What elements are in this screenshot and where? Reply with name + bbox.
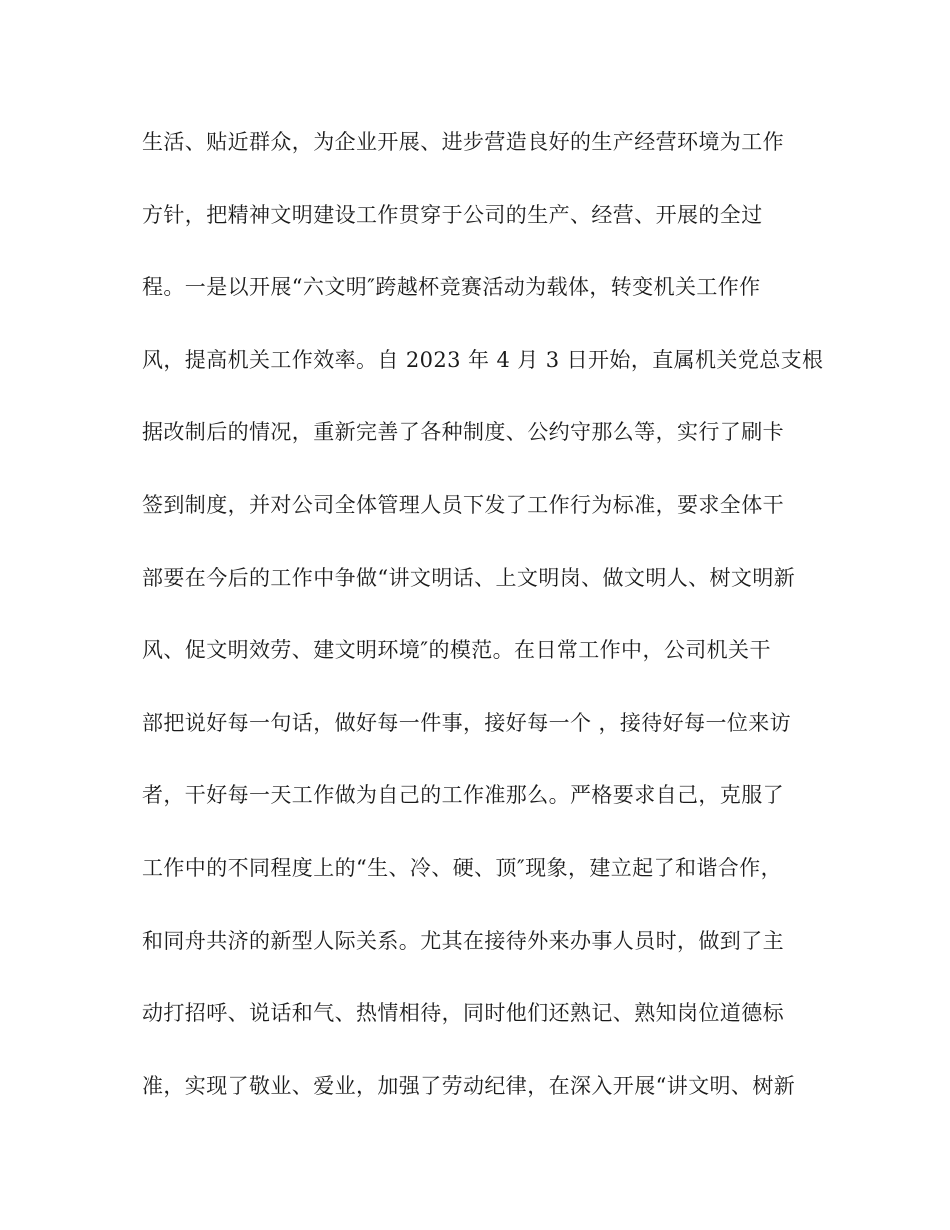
text-line: 和同舟共济的新型人际关系。尤其在接待外来办事人员时，做到了主: [142, 928, 784, 953]
text-line: 据改制后的情况，重新完善了各种制度、公约守那么等，实行了刷卡: [142, 420, 784, 445]
text-line: 风，提高机关工作效率。自 2023 年 4 月 3 日开始，直属机关党总支根: [142, 347, 824, 372]
text-line: 方针，把精神文明建设工作贯穿于公司的生产、经营、开展的全过: [142, 202, 763, 227]
text-line: 准，实现了敬业、爱业，加强了劳动纪律，在深入开展“讲文明、树新: [142, 1073, 796, 1098]
text-line: 动打招呼、说话和气、热情相待，同时他们还熟记、熟知岗位道德标: [142, 1001, 784, 1026]
body-text: [142, 118, 822, 1134]
text-line: 工作中的不同程度上的“生、冷、硬、顶″现象，建立起了和谐合作，: [142, 855, 782, 880]
text-line: 部把说好每一句话，做好每一件事，接好每一个 ，接待好每一位来访: [142, 710, 792, 735]
text-line: 签到制度，并对公司全体管理人员下发了工作行为标准，要求全体干: [142, 492, 784, 517]
text-line: 者，干好每一天工作做为自己的工作准那么。严格要求自己，克服了: [142, 783, 784, 808]
text-line: 程。一是以开展“六文明″跨越杯竞赛活动为载体，转变机关工作作: [142, 275, 761, 300]
text-line: 风、促文明效劳、建文明环境″的模范。在日常工作中，公司机关干: [142, 638, 771, 663]
text-line: 生活、贴近群众，为企业开展、进步营造良好的生产经营环境为工作: [142, 130, 784, 154]
text-line: 部要在今后的工作中争做“讲文明话、上文明岗、做文明人、树文明新: [142, 565, 796, 590]
